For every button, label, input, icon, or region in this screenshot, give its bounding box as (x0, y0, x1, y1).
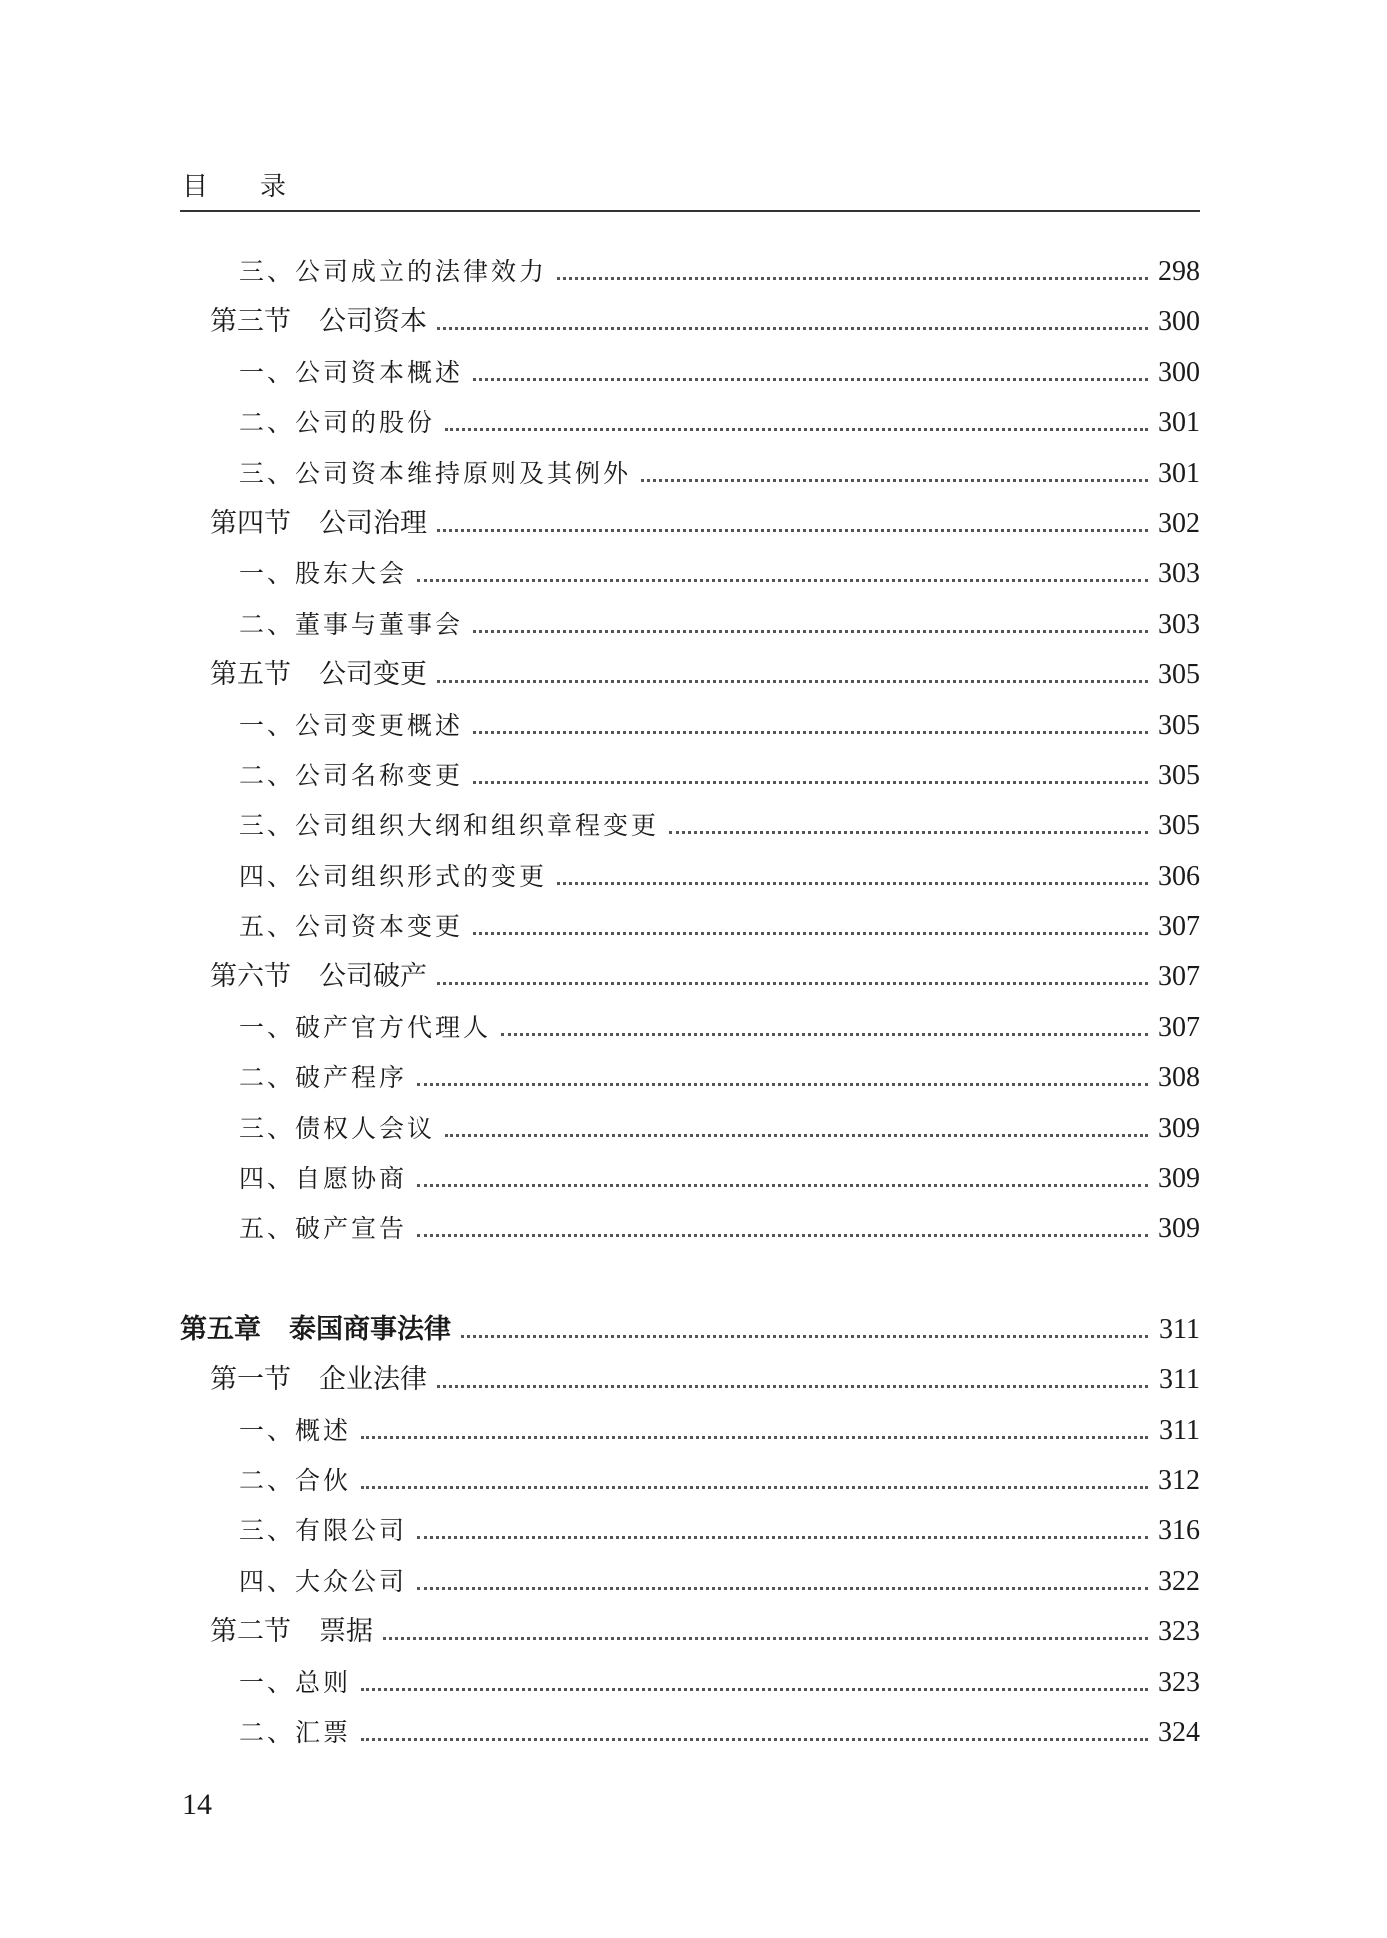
toc-item-row (180, 852, 1200, 902)
toc-entry-label (210, 297, 433, 347)
toc-entry-page: 302 (1158, 507, 1200, 539)
toc-entry-label (210, 499, 433, 549)
toc-item-row (180, 701, 1200, 751)
toc-entry-label: 五、破产宣告 (239, 1214, 408, 1244)
toc-entry-page: 305 (1158, 709, 1200, 741)
toc-entry-page: 316 (1158, 1515, 1200, 1547)
dot-leader (473, 731, 1148, 734)
toc-item-row (180, 1104, 1200, 1154)
toc-item-row (180, 801, 1200, 851)
toc-entry-label: 三、有限公司 (239, 1516, 408, 1546)
toc-entry-label (210, 1607, 379, 1657)
toc-entry-page: 322 (1158, 1565, 1200, 1597)
toc-entry-page: 311 (1159, 1364, 1200, 1396)
toc-section-row (180, 1607, 1200, 1657)
toc-entry-label (210, 1355, 433, 1405)
toc-entry-label: 二、公司的股份 (239, 408, 436, 438)
toc-entry-title: 公司变更 (319, 659, 427, 691)
toc-item-row (180, 1154, 1200, 1204)
toc-item-row (180, 247, 1200, 297)
dot-leader (641, 479, 1148, 482)
toc-item-row (180, 1204, 1200, 1254)
toc-entry-label (210, 952, 433, 1002)
toc-item-row (180, 1406, 1200, 1456)
toc-section-row (180, 952, 1200, 1002)
toc-section-row (180, 1355, 1200, 1405)
table-of-contents (180, 247, 1200, 1758)
toc-entry-page: 305 (1158, 759, 1200, 791)
toc-entry-number: 第四节 (210, 507, 291, 539)
dot-leader (417, 1536, 1148, 1539)
toc-entry-page: 307 (1158, 1011, 1200, 1043)
toc-entry-title: 公司资本 (319, 306, 427, 338)
toc-entry-page: 300 (1158, 356, 1200, 388)
toc-item-row (180, 600, 1200, 650)
toc-item-row (180, 348, 1200, 398)
running-head (182, 166, 288, 203)
toc-item-row (180, 1456, 1200, 1506)
page-number: 14 (182, 1788, 212, 1821)
toc-item-row (180, 549, 1200, 599)
dot-leader (417, 1083, 1148, 1086)
toc-entry-title: 企业法律 (319, 1364, 427, 1396)
toc-entry-label: 二、董事与董事会 (239, 609, 464, 639)
toc-entry-page: 311 (1159, 1313, 1200, 1345)
toc-entry-page: 298 (1158, 256, 1200, 287)
dot-leader (417, 1184, 1148, 1187)
toc-entry-label: 五、公司资本变更 (239, 912, 464, 942)
toc-entry-number: 第五章 (180, 1313, 261, 1345)
dot-leader (473, 781, 1148, 784)
dot-leader (417, 579, 1148, 582)
toc-chapter-row (180, 1305, 1200, 1355)
dot-leader (361, 1486, 1148, 1489)
toc-entry-number: 第三节 (210, 306, 291, 338)
dot-leader (445, 428, 1148, 431)
toc-entry-page: 306 (1158, 860, 1200, 892)
toc-entry-title: 公司治理 (319, 507, 427, 539)
toc-entry-label: 三、债权人会议 (239, 1113, 436, 1143)
toc-entry-page: 312 (1158, 1464, 1200, 1496)
dot-leader (361, 1436, 1148, 1439)
running-head-left: 目 (182, 172, 211, 202)
dot-leader (437, 1385, 1148, 1388)
toc-entry-title: 泰国商事法律 (289, 1313, 451, 1345)
toc-item-row (180, 1053, 1200, 1103)
dot-leader (461, 1335, 1148, 1338)
toc-entry-page: 307 (1158, 961, 1200, 993)
toc-entry-page: 305 (1158, 810, 1200, 842)
toc-entry-page: 303 (1158, 558, 1200, 590)
toc-section-row (180, 499, 1200, 549)
toc-entry-page: 309 (1158, 1163, 1200, 1195)
dot-leader (383, 1637, 1148, 1640)
toc-entry-label: 二、破产程序 (239, 1063, 408, 1093)
dot-leader (417, 1234, 1148, 1237)
toc-entry-label: 二、合伙 (239, 1465, 352, 1495)
dot-leader (437, 529, 1148, 532)
toc-entry-page: 300 (1158, 306, 1200, 338)
toc-entry-label: 三、公司成立的法律效力 (239, 257, 548, 286)
toc-entry-number: 第五节 (210, 659, 291, 691)
dot-leader (473, 932, 1148, 935)
toc-item-row (180, 398, 1200, 448)
toc-item-row (180, 1708, 1200, 1758)
header-rule (180, 210, 1200, 212)
toc-entry-label: 四、公司组织形式的变更 (239, 861, 548, 891)
toc-entry-label (180, 1305, 457, 1355)
dot-leader (669, 831, 1148, 834)
toc-item-row (180, 751, 1200, 801)
toc-entry-label: 三、公司资本维持原则及其例外 (239, 458, 632, 488)
toc-entry-page: 324 (1158, 1716, 1200, 1748)
toc-entry-page: 305 (1158, 659, 1200, 691)
toc-entry-page: 301 (1158, 407, 1200, 439)
toc-entry-page: 323 (1158, 1666, 1200, 1698)
dot-leader (361, 1688, 1148, 1691)
toc-item-row (180, 902, 1200, 952)
toc-entry-page: 308 (1158, 1062, 1200, 1094)
toc-entry-page: 301 (1158, 457, 1200, 489)
toc-item-row (180, 1506, 1200, 1556)
toc-entry-label: 四、大众公司 (239, 1566, 408, 1596)
dot-leader (557, 277, 1148, 280)
toc-entry-label: 二、公司名称变更 (239, 760, 464, 790)
dot-leader (501, 1033, 1148, 1036)
toc-entry-label (210, 650, 433, 700)
toc-entry-label: 一、股东大会 (239, 559, 408, 589)
toc-item-row (180, 449, 1200, 499)
toc-entry-label: 一、公司资本概述 (239, 357, 464, 387)
toc-item-row (180, 1003, 1200, 1053)
toc-entry-label: 一、总则 (239, 1667, 352, 1697)
dot-leader (473, 378, 1148, 381)
dot-leader (417, 1587, 1148, 1590)
toc-entry-title: 票据 (319, 1616, 373, 1648)
dot-leader (437, 982, 1148, 985)
dot-leader (445, 1134, 1148, 1137)
dot-leader (437, 327, 1148, 330)
toc-section-row (180, 297, 1200, 347)
toc-item-row (180, 1658, 1200, 1708)
toc-entry-page: 311 (1159, 1414, 1200, 1446)
toc-entry-label: 一、破产官方代理人 (239, 1012, 492, 1042)
dot-leader (557, 882, 1148, 885)
toc-item-row (180, 1557, 1200, 1607)
toc-entry-page: 303 (1158, 608, 1200, 640)
toc-entry-label: 三、公司组织大纲和组织章程变更 (239, 811, 660, 841)
toc-entry-title: 公司破产 (319, 961, 427, 993)
toc-section-row (180, 650, 1200, 700)
toc-entry-page: 307 (1158, 911, 1200, 943)
toc-entry-label: 一、概述 (239, 1415, 352, 1445)
toc-entry-label: 四、自愿协商 (239, 1164, 408, 1194)
toc-entry-page: 323 (1158, 1616, 1200, 1648)
toc-entry-number: 第六节 (210, 961, 291, 993)
toc-entry-number: 第一节 (210, 1364, 291, 1396)
dot-leader (473, 630, 1148, 633)
toc-entry-label: 一、公司变更概述 (239, 710, 464, 740)
dot-leader (361, 1738, 1148, 1741)
dot-leader (437, 680, 1148, 683)
toc-entry-label: 二、汇票 (239, 1717, 352, 1747)
toc-entry-number: 第二节 (210, 1616, 291, 1648)
running-head-right: 录 (260, 172, 289, 202)
toc-entry-page: 309 (1158, 1213, 1200, 1245)
toc-entry-page: 309 (1158, 1112, 1200, 1144)
